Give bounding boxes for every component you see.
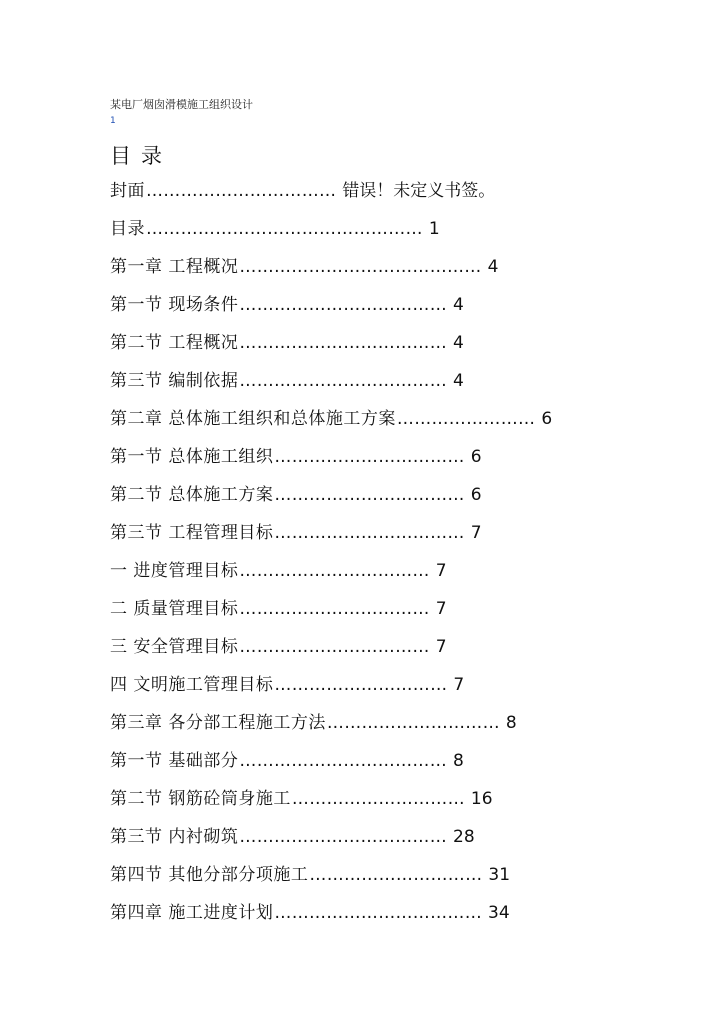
toc-entry-page: 4 <box>453 371 464 391</box>
toc-entry[interactable] <box>110 899 710 937</box>
toc-entry[interactable] <box>110 633 710 671</box>
toc-entry[interactable] <box>110 861 710 899</box>
toc-entry-label: 目录 <box>110 219 145 239</box>
toc-entry[interactable] <box>110 367 710 405</box>
toc-entry[interactable] <box>110 481 710 519</box>
toc-entry-page: 7 <box>453 675 465 695</box>
toc-entry-page: 6 <box>541 409 553 429</box>
toc-entry-label: 三 安全管理目标 <box>110 637 239 657</box>
toc-entry-page: 7 <box>435 637 447 657</box>
toc-entry-page: 28 <box>453 827 475 847</box>
toc-entry-page: 7 <box>435 561 447 581</box>
toc-entry-label: 第一节 现场条件 <box>110 295 239 315</box>
toc-entry-page: 4 <box>487 257 499 277</box>
toc-entry-leader: ……………………………… <box>274 903 483 923</box>
toc-entry-label: 一 进度管理目标 <box>110 561 239 581</box>
toc-entry-leader: …………………………… <box>274 485 465 505</box>
toc-entry-leader: ………………………………………… <box>146 219 423 239</box>
toc-entry-label: 第四章 施工进度计划 <box>110 903 274 923</box>
toc-entry-label: 第二节 工程概况 <box>110 333 239 353</box>
header-page-number: 1 <box>110 116 116 126</box>
toc-entry-label: 第三章 各分部工程施工方法 <box>110 713 326 733</box>
toc-entry-label: 第一章 工程概况 <box>110 257 239 277</box>
toc-entry-leader: ……………………………… <box>239 371 448 391</box>
toc-entry[interactable] <box>110 291 710 329</box>
toc-entry-leader: ………………………… <box>326 713 500 733</box>
toc-entry-label: 四 文明施工管理目标 <box>110 675 274 695</box>
toc-entry-leader: …………………………… <box>274 447 465 467</box>
toc-entry[interactable] <box>110 709 710 747</box>
document-header-title: 某电厂烟囱滑模施工组织设计 <box>110 98 253 111</box>
toc-entry-label: 封面 <box>110 181 145 201</box>
toc-entry-leader: …………………………… <box>274 523 465 543</box>
toc-entry-page: 34 <box>488 903 510 923</box>
toc-entry-label: 二 质量管理目标 <box>110 599 239 619</box>
toc-entry-leader: ……………………………… <box>239 295 448 315</box>
toc-entry-label: 第三节 编制依据 <box>110 371 239 391</box>
toc-entry-page: 8 <box>453 751 464 771</box>
toc-entry-leader: …………………… <box>396 409 536 429</box>
toc-entry-leader: …………………………… <box>146 181 337 201</box>
toc-entry-page: 6 <box>470 447 482 467</box>
toc-entry[interactable] <box>110 177 710 215</box>
toc-entry-leader: …………………………………… <box>239 257 482 277</box>
toc-entry[interactable] <box>110 253 710 291</box>
toc-entry[interactable] <box>110 405 710 443</box>
toc-entry-leader: …………………………… <box>239 599 430 619</box>
toc-entry[interactable] <box>110 747 710 785</box>
toc-entry-label: 第二节 总体施工方案 <box>110 485 274 505</box>
toc-entry[interactable] <box>110 595 710 633</box>
toc-entry-leader: ……………………………… <box>239 333 448 353</box>
toc-entry[interactable] <box>110 671 710 709</box>
table-of-contents <box>110 177 710 937</box>
toc-entry-leader: ………………………… <box>309 865 483 885</box>
toc-entry-label: 第一节 基础部分 <box>110 751 239 771</box>
toc-entry-label: 第三节 内衬砌筑 <box>110 827 239 847</box>
toc-entry-leader: …………………………… <box>239 637 430 657</box>
toc-entry-page: 1 <box>428 219 440 239</box>
toc-entry-page: 16 <box>470 789 493 809</box>
toc-entry[interactable] <box>110 443 710 481</box>
toc-entry-leader: ……………………………… <box>239 751 448 771</box>
toc-entry-page: 错误！未定义书签。 <box>342 181 496 201</box>
toc-entry-leader: ………………………… <box>291 789 465 809</box>
toc-entry[interactable] <box>110 519 710 557</box>
toc-heading: 目录 <box>110 144 172 168</box>
toc-entry-label: 第三节 工程管理目标 <box>110 523 274 543</box>
toc-entry-page: 8 <box>505 713 517 733</box>
toc-entry[interactable] <box>110 215 710 253</box>
toc-entry-leader: …………………………… <box>239 561 430 581</box>
toc-entry-page: 4 <box>453 333 464 353</box>
toc-entry-page: 31 <box>488 865 511 885</box>
toc-entry-page: 7 <box>470 523 482 543</box>
toc-entry-page: 6 <box>470 485 482 505</box>
toc-entry-label: 第四节 其他分部分项施工 <box>110 865 309 885</box>
toc-entry[interactable] <box>110 785 710 823</box>
toc-entry-label: 第二节 钢筋砼筒身施工 <box>110 789 291 809</box>
toc-entry-page: 7 <box>435 599 447 619</box>
toc-entry[interactable] <box>110 823 710 861</box>
toc-entry-page: 4 <box>453 295 464 315</box>
toc-entry-leader: ………………………… <box>274 675 448 695</box>
toc-entry-label: 第二章 总体施工组织和总体施工方案 <box>110 409 396 429</box>
toc-entry[interactable] <box>110 557 710 595</box>
toc-entry-label: 第一节 总体施工组织 <box>110 447 274 467</box>
toc-entry-leader: ……………………………… <box>239 827 448 847</box>
toc-entry[interactable] <box>110 329 710 367</box>
